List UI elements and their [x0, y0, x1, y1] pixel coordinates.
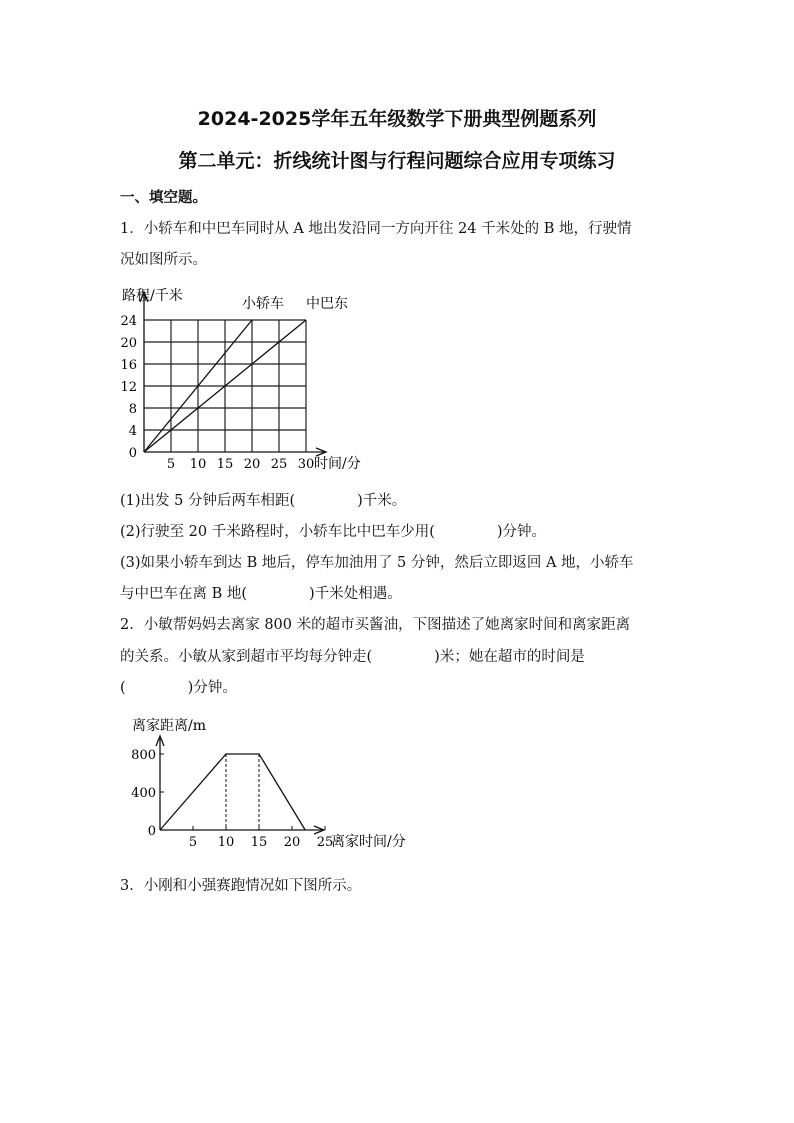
x-axis-label: 时间/分	[314, 456, 361, 472]
x-tick-label: 25	[270, 457, 288, 472]
x-tick-label: 15	[250, 835, 268, 850]
y-tick-label: 400	[131, 786, 156, 801]
x-tick-label: 25	[316, 835, 334, 850]
q1-sub3-line2	[120, 582, 402, 603]
page-subtitle: 第二单元：折线统计图与行程问题综合应用专项练习	[178, 150, 616, 172]
series-label: 小轿车	[242, 296, 284, 312]
chart-car-bus-distance	[110, 282, 400, 478]
x-tick-label: 10	[217, 835, 235, 850]
x-tick-label: 30	[297, 457, 315, 472]
y-tick-label: 0	[147, 824, 156, 839]
y-tick-label: 0	[128, 446, 137, 461]
q1-line1: 1．小轿车和中巴车同时从 A 地出发沿同一方向开往 24 千米处的 B 地，行驶情	[120, 221, 632, 237]
q2-line3-pre: (	[120, 680, 126, 696]
x-tick-label: 10	[189, 457, 207, 472]
q1-line2: 况如图所示。	[120, 252, 207, 268]
series-line	[160, 754, 305, 830]
y-tick-label: 20	[120, 336, 137, 351]
x-tick-label: 5	[166, 457, 176, 472]
q2-line1: 2．小敏帮妈妈去离家 800 米的超市买酱油，下图描述了她离家时间和离家距离	[120, 617, 631, 633]
q1-sub1	[120, 489, 406, 510]
q1-sub3-pre: 与中巴车在离 B 地(	[120, 586, 248, 602]
x-tick-label: 15	[216, 457, 234, 472]
q1-sub3-post: )千米处相遇。	[309, 586, 402, 602]
q1-sub2	[120, 520, 546, 541]
x-tick-label: 5	[188, 835, 198, 850]
x-tick-label: 20	[283, 835, 301, 850]
q2-line2-pre: 的关系。小敏从家到超市平均每分钟走(	[120, 649, 373, 665]
y-axis-label: 离家距离/m	[132, 718, 206, 734]
y-tick-label: 8	[128, 402, 137, 417]
y-tick-label: 800	[131, 748, 156, 763]
y-tick-label: 4	[128, 424, 137, 439]
q3-line1: 3．小刚和小强赛跑情况如下图所示。	[120, 878, 362, 894]
q1-sub1-post: )千米。	[357, 493, 407, 509]
q2-line2-post: )米；她在超市的时间是	[434, 649, 585, 665]
page-title: 2024-2025学年五年级数学下册典型例题系列	[197, 108, 597, 130]
y-tick-label: 12	[120, 380, 137, 395]
x-tick-label: 20	[243, 457, 261, 472]
q1-sub2-pre: (2)行驶至 20 千米路程时，小轿车比中巴车少用(	[120, 524, 435, 540]
section-heading: 一、填空题。	[120, 190, 207, 206]
y-tick-label: 16	[120, 358, 137, 373]
y-tick-label: 24	[120, 314, 137, 329]
series-label: 中巴东	[306, 296, 348, 312]
q2-line3	[120, 676, 237, 697]
chart-home-distance	[120, 712, 406, 860]
q2-line3-post: )分钟。	[187, 680, 237, 696]
y-axis-label: 路程/千米	[122, 288, 183, 304]
q1-sub3-line1: (3)如果小轿车到达 B 地后，停车加油用了 5 分钟，然后立即返回 A 地，小轿车	[120, 555, 634, 571]
q1-sub2-post: )分钟。	[496, 524, 547, 540]
q1-sub1-pre: (1)出发 5 分钟后两车相距(	[120, 493, 296, 509]
x-axis-label: 离家时间/分	[331, 834, 406, 850]
q2-line2	[120, 645, 585, 666]
